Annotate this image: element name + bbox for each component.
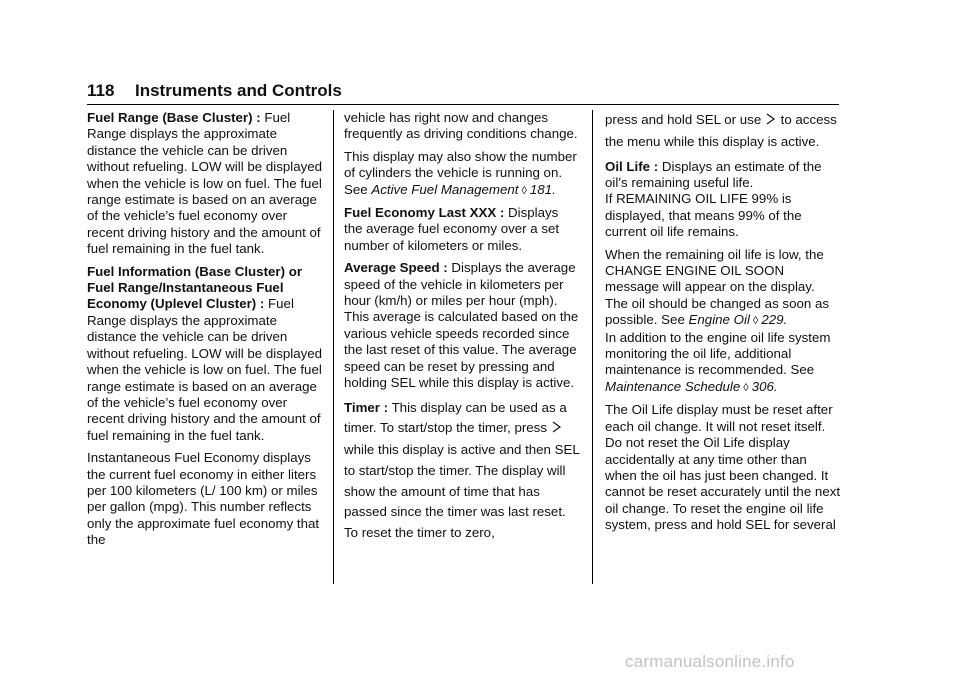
oil-life-low-text-a: When the remaining oil life is low, the CHANGE ENGINE OIL SOON message will appear on the display. The oil should be changed as soon as possible. See <box>605 246 829 328</box>
column-2 <box>344 110 580 550</box>
page-number: 118 <box>87 81 115 100</box>
fuel-economy-last-paragraph <box>344 205 580 254</box>
instantaneous-fuel-economy-paragraph <box>87 450 325 548</box>
fuel-economy-continued-paragraph <box>344 110 580 143</box>
section-title: Instruments and Controls <box>135 81 342 100</box>
page-ref-icon: ◊ <box>521 184 527 197</box>
page-header <box>87 80 839 102</box>
timer-text-a: This display can be used as a timer. To start/stop the timer, press <box>344 399 567 436</box>
page-ref-icon: ◊ <box>752 315 759 328</box>
average-speed-text: Displays the average speed of the vehicle in kilometers per hour (km/h) or miles per hour (mph). This average is calculated based on the various vehicle speeds recorded since the last reset of this value. The average speed can be reset by pressing and holding SEL while this display is active. <box>344 260 579 391</box>
oil-life-term: Oil Life : <box>605 158 659 174</box>
oil-life-reset-text: The Oil Life display must be reset after each oil change. It will not reset itself. Do not reset the Oil Life display accidentally at any time other than when the oil has just been changed. It cannot be reset accurately until the next oil change. To reset the engine oil life system, press and hold SEL for several <box>605 402 841 533</box>
right-arrow-icon <box>552 419 561 440</box>
oil-life-low-text-b: In addition to the engine oil life system monitoring the oil life, additional maintenance is recommended. See <box>605 329 831 378</box>
menu-access-paragraph <box>605 110 841 153</box>
timer-term: Timer : <box>344 399 389 415</box>
watermark: carmanualsonline.info <box>625 652 795 671</box>
menu-access-text-b: to access the menu while this display is active. <box>605 112 837 149</box>
column-divider-2 <box>592 110 593 584</box>
oil-life-low-paragraph <box>605 247 841 397</box>
oil-life-text-b: If REMAINING OIL LIFE 99% is displayed, that means 99% of the current oil life remains. <box>605 191 802 240</box>
fuel-information-text: Fuel Range displays the approximate distance the vehicle can be driven without refueling. LOW will be displayed when the vehicle is low on fuel. The fuel range estimate is based on an average of the vehicle’s fuel economy over recent driving history and the amount of fuel remaining in the fuel tank. <box>87 296 323 443</box>
active-fuel-management-link[interactable]: Active Fuel Management ◊ 181. <box>371 181 556 197</box>
fuel-range-base-term: Fuel Range (Base Cluster) : <box>87 110 261 125</box>
oil-life-paragraph <box>605 159 841 241</box>
menu-access-text-a: press and hold SEL or use <box>605 112 762 127</box>
page-ref-icon: ◊ <box>743 381 749 394</box>
average-speed-paragraph <box>344 260 580 391</box>
maintenance-schedule-link[interactable]: Maintenance Schedule ◊ 306. <box>605 378 778 394</box>
fuel-range-base-text: Fuel Range displays the approximate distance the vehicle can be driven without refueling. LOW will be displayed when the vehicle is low on fuel. The fuel range estimate is based on an average of the vehicle’s fuel economy over recent driving history and the amount of fuel remaining in the fuel tank. <box>87 110 323 257</box>
fuel-range-base-paragraph <box>87 110 325 258</box>
average-speed-term: Average Speed : <box>344 260 448 276</box>
column-1 <box>87 110 325 555</box>
oil-life-text-a: Displays an estimate of the oil’s remaining useful life. <box>605 158 822 190</box>
timer-paragraph <box>344 398 580 545</box>
fuel-economy-continued-text: vehicle has right now and changes frequently as driving conditions change. <box>344 110 578 142</box>
instantaneous-fuel-economy-text: Instantaneous Fuel Economy displays the current fuel economy in either liters per 100 kilometers (L/ 100 km) or miles per gallon (mpg). This number reflects only the approximate fuel economy that the <box>87 450 320 548</box>
fuel-economy-last-term: Fuel Economy Last XXX : <box>344 205 505 221</box>
oil-life-reset-paragraph <box>605 402 841 533</box>
engine-oil-link[interactable]: Engine Oil ◊ 229. <box>688 312 788 328</box>
fuel-information-paragraph <box>87 264 325 444</box>
fuel-economy-last-text: Displays the average fuel economy over a set number of kilometers or miles. <box>344 205 560 253</box>
right-arrow-icon <box>766 111 775 132</box>
column-divider-1 <box>333 110 334 584</box>
cylinders-text: This display may also show the number of cylinders the vehicle is running on. See <box>344 148 577 197</box>
header-rule <box>87 104 839 105</box>
column-3 <box>605 110 841 540</box>
fuel-information-term: Fuel Information (Base Cluster) or Fuel Range/Instantaneous Fuel Economy (Uplevel Cluster) : <box>87 263 302 312</box>
timer-text-b: while this display is active and then SEL to start/stop the timer. The display will show the amount of time that has passed since the timer was last reset. To reset the timer to zero, <box>344 442 580 541</box>
cylinders-paragraph <box>344 149 580 199</box>
